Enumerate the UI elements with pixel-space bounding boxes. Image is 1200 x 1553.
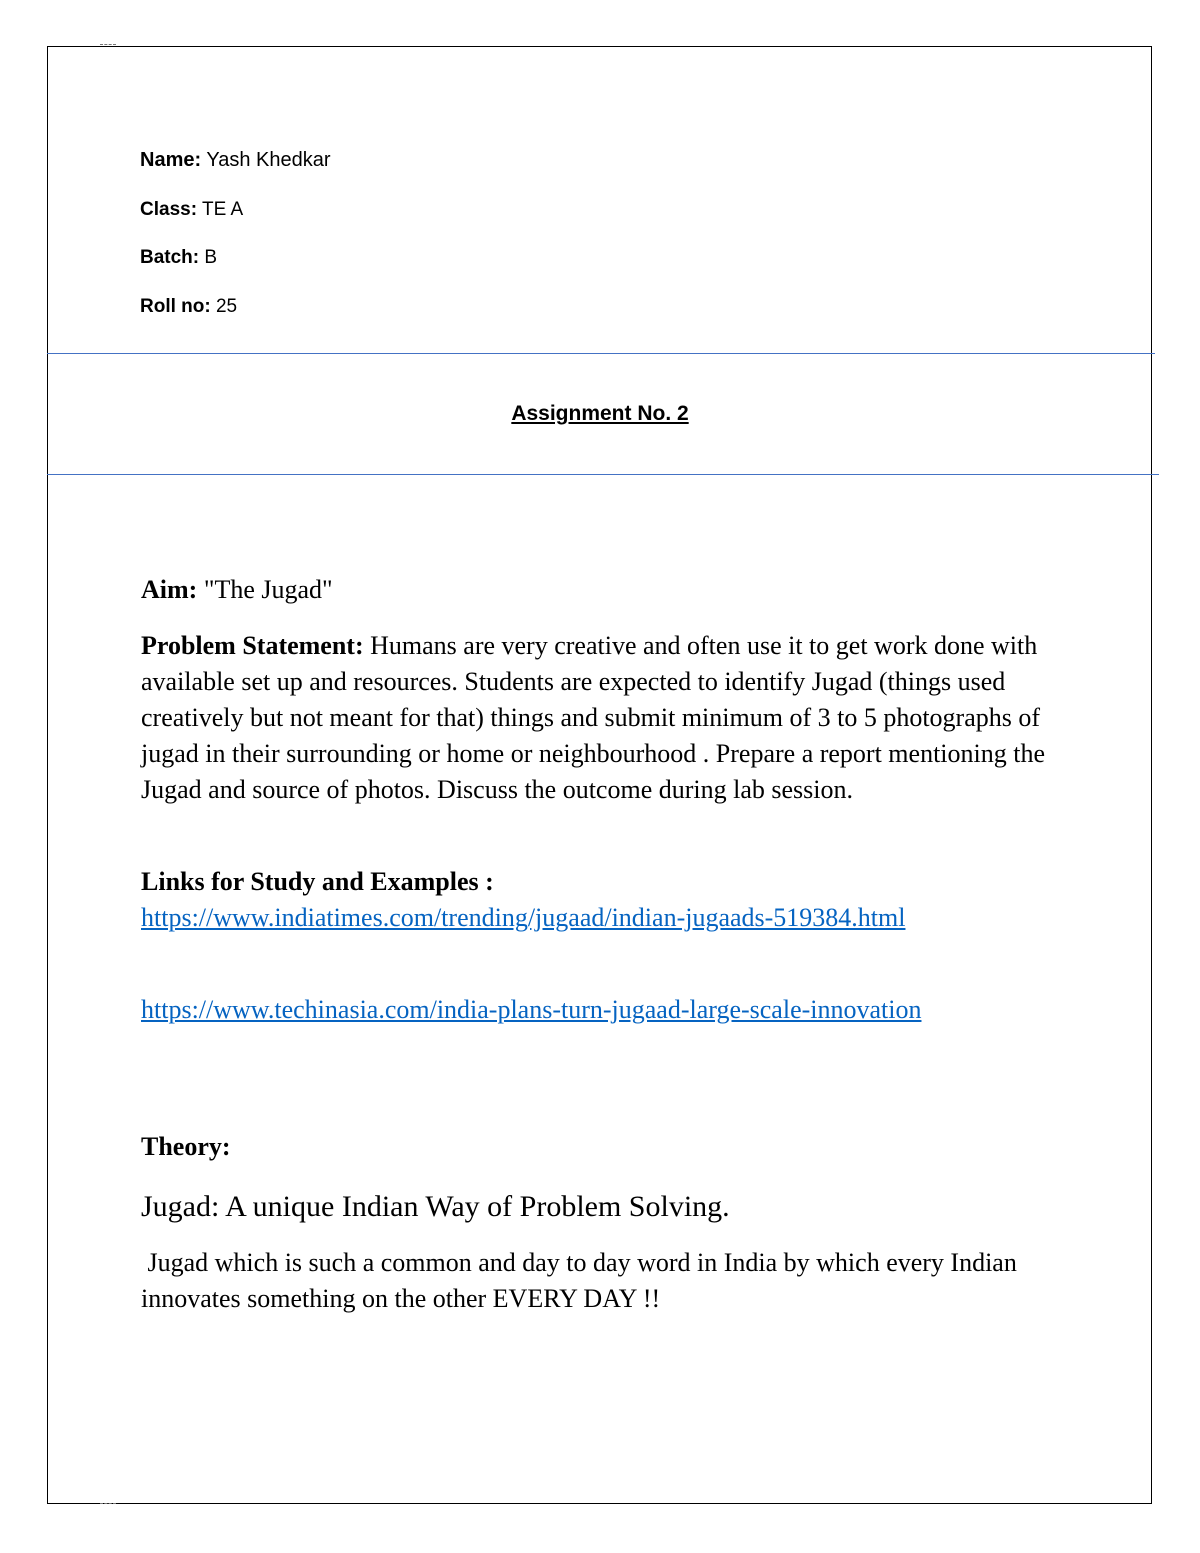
name-value: Yash Khedkar xyxy=(206,149,331,171)
theory-label xyxy=(141,1129,1061,1165)
divider-bottom xyxy=(47,474,1159,475)
theory-text: Jugad which is such a common and day to day word in India by which every Indian innovates something on the other EVERY DAY !! xyxy=(141,1248,1024,1313)
assignment-title: Assignment No. 2 xyxy=(511,402,689,425)
problem-label: Problem Statement: xyxy=(141,631,364,660)
corner-mark-top xyxy=(100,44,116,45)
study-link-2[interactable]: https://www.techinasia.com/india-plans-turn-jugaad-large-scale-innovation xyxy=(141,995,922,1024)
name-label: Name: xyxy=(140,149,202,171)
link-block-2 xyxy=(141,992,971,1028)
problem-text: Humans are very creative and often use it to get work done with available set up and resources. Students are expected to identify Jugad (things used creatively but not meant for that) things and submit minimum of 3 to 5 photographs of jugad in their surrounding or home or neighbourhood . Prepare a report mentioning the Jugad and source of photos. Discuss the outcome during lab session. xyxy=(141,631,1046,804)
links-heading xyxy=(141,864,1061,900)
aim-line xyxy=(141,572,1061,608)
theory-heading: Jugad: A unique Indian Way of Problem Solving. xyxy=(141,1190,730,1223)
study-link-1[interactable]: https://www.indiatimes.com/trending/jugaad/indian-jugaads-519384.html xyxy=(141,903,906,932)
aim-label: Aim: xyxy=(141,575,198,604)
class-label: Class: xyxy=(140,199,198,220)
batch-value: B xyxy=(204,247,218,268)
links-heading-text: Links for Study and Examples : xyxy=(141,867,494,896)
batch-line xyxy=(140,246,217,270)
problem-statement xyxy=(141,628,1061,808)
class-value: TE A xyxy=(201,199,244,220)
roll-line xyxy=(140,295,237,319)
aim-value: "The Jugad" xyxy=(203,575,333,604)
link-block-1 xyxy=(141,900,941,936)
class-line xyxy=(140,198,243,222)
name-line xyxy=(140,148,331,172)
corner-mark-bottom xyxy=(100,1503,116,1504)
batch-label: Batch: xyxy=(140,247,200,268)
theory-label-text: Theory: xyxy=(141,1132,231,1161)
roll-label: Roll no: xyxy=(140,296,211,317)
roll-value: 25 xyxy=(215,296,238,317)
divider-top xyxy=(47,353,1155,354)
